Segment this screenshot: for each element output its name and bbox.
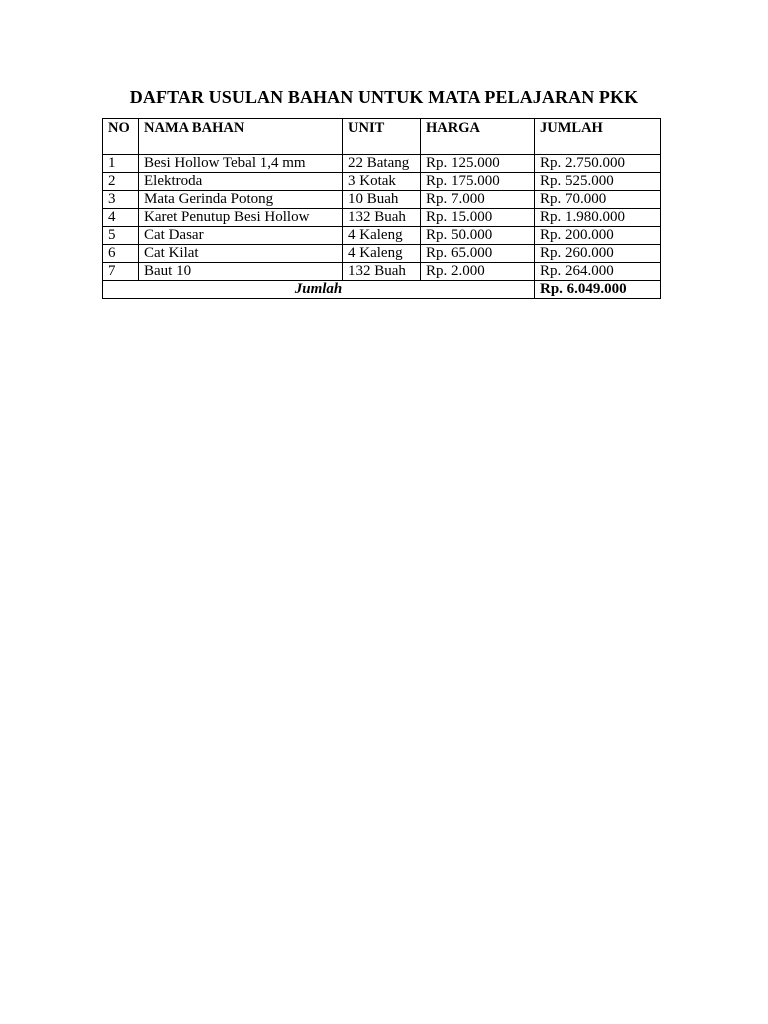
cell-nama-bahan: Besi Hollow Tebal 1,4 mm — [139, 155, 343, 173]
cell-jumlah: Rp. 1.980.000 — [535, 209, 661, 227]
cell-nama-bahan: Elektroda — [139, 173, 343, 191]
header-no: NO — [103, 119, 139, 155]
cell-no: 7 — [103, 263, 139, 281]
cell-harga: Rp. 2.000 — [421, 263, 535, 281]
total-label: Jumlah — [103, 281, 535, 299]
cell-jumlah: Rp. 2.750.000 — [535, 155, 661, 173]
table-row — [103, 263, 661, 281]
cell-jumlah: Rp. 264.000 — [535, 263, 661, 281]
cell-no: 3 — [103, 191, 139, 209]
header-unit: UNIT — [343, 119, 421, 155]
table-row — [103, 191, 661, 209]
cell-unit: 3 Kotak — [343, 173, 421, 191]
cell-jumlah: Rp. 200.000 — [535, 227, 661, 245]
table-row — [103, 245, 661, 263]
cell-jumlah: Rp. 260.000 — [535, 245, 661, 263]
cell-no: 2 — [103, 173, 139, 191]
header-nama-bahan: NAMA BAHAN — [139, 119, 343, 155]
cell-no: 4 — [103, 209, 139, 227]
cell-unit: 132 Buah — [343, 263, 421, 281]
cell-nama-bahan: Karet Penutup Besi Hollow — [139, 209, 343, 227]
table-row — [103, 227, 661, 245]
cell-nama-bahan: Cat Dasar — [139, 227, 343, 245]
cell-unit: 4 Kaleng — [343, 227, 421, 245]
cell-no: 6 — [103, 245, 139, 263]
cell-no: 5 — [103, 227, 139, 245]
cell-nama-bahan: Baut 10 — [139, 263, 343, 281]
table-row — [103, 155, 661, 173]
cell-harga: Rp. 15.000 — [421, 209, 535, 227]
table-header-row — [103, 119, 661, 155]
table-row — [103, 173, 661, 191]
header-harga: HARGA — [421, 119, 535, 155]
cell-harga: Rp. 65.000 — [421, 245, 535, 263]
cell-jumlah: Rp. 525.000 — [535, 173, 661, 191]
document-title: DAFTAR USULAN BAHAN UNTUK MATA PELAJARAN PKK — [129, 87, 639, 107]
table-row — [103, 209, 661, 227]
cell-unit: 10 Buah — [343, 191, 421, 209]
cell-unit: 22 Batang — [343, 155, 421, 173]
cell-harga: Rp. 50.000 — [421, 227, 535, 245]
header-jumlah: JUMLAH — [535, 119, 661, 155]
materials-table — [102, 118, 661, 299]
cell-harga: Rp. 175.000 — [421, 173, 535, 191]
table-total-row — [103, 281, 661, 299]
cell-no: 1 — [103, 155, 139, 173]
cell-nama-bahan: Cat Kilat — [139, 245, 343, 263]
cell-unit: 4 Kaleng — [343, 245, 421, 263]
cell-unit: 132 Buah — [343, 209, 421, 227]
cell-nama-bahan: Mata Gerinda Potong — [139, 191, 343, 209]
total-value: Rp. 6.049.000 — [535, 281, 661, 299]
cell-harga: Rp. 7.000 — [421, 191, 535, 209]
cell-jumlah: Rp. 70.000 — [535, 191, 661, 209]
cell-harga: Rp. 125.000 — [421, 155, 535, 173]
